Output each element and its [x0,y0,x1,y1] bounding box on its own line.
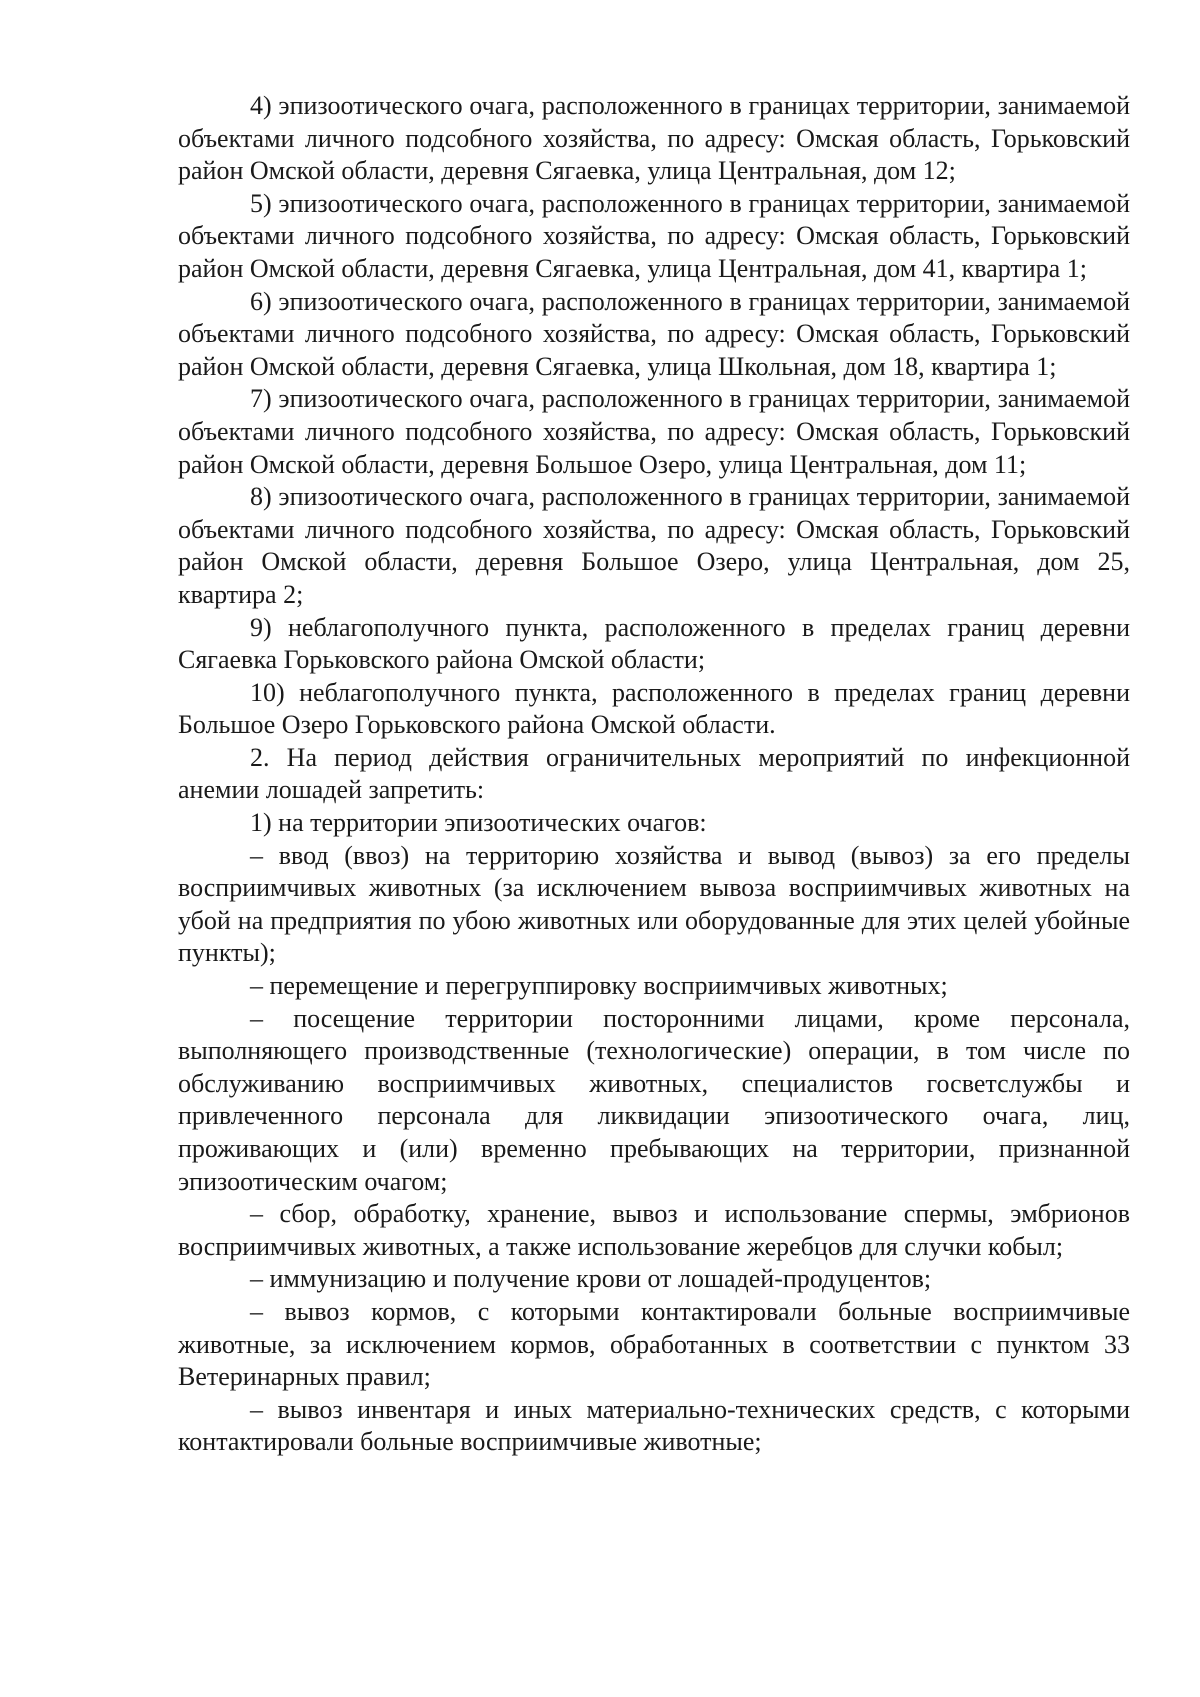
paragraph-dash-immunization: – иммунизацию и получение крови от лошадей-продуцентов; [250,1264,932,1294]
paragraph-item-7-focus-bolshoe-ozero-11: 7) эпизоотического очага, расположенного в границах территории, занимаемой объектами личного подсобного хозяйства, по адресу: Омская область, Горьковский район Омской области, деревня Большое Озеро, улица Центральная, дом 11; [178,384,1130,479]
paragraph-item-5-focus-sya-central-41: 5) эпизоотического очага, расположенного в границах территории, занимаемой объектами личного подсобного хозяйства, по адресу: Омская область, Горьковский район Омской области, деревня Сягаевка, улица Центральная, дом 41, квартира 1; [178,188,1130,283]
document-body [178,90,1130,1459]
paragraph-section-2-prohibitions: 2. На период действия ограничительных мероприятий по инфекционной анемии лошадей запретить: [178,742,1130,805]
paragraph-dash-inventory-export: – вывоз инвентаря и иных материально-технических средств, с которыми контактировали больные восприимчивые животные; [178,1394,1130,1457]
paragraph-dash-visits: – посещение территории посторонними лицами, кроме персонала, выполняющего производственные (технологические) операции, в том числе по обслуживанию восприимчивых животных, специалистов госветслужбы и привлеченного персонала для ликвидации эпизоотического очага, лиц, проживающих и (или) временно пребывающих на территории, признанной эпизоотическим очагом; [178,1003,1130,1196]
paragraph-item-8-focus-bolshoe-ozero-25: 8) эпизоотического очага, расположенного в границах территории, занимаемой объектами личного подсобного хозяйства, по адресу: Омская область, Горьковский район Омской области, деревня Большое Озеро, улица Центральная, дом 25, квартира 2; [178,482,1130,609]
paragraph-item-6-focus-sya-school-18: 6) эпизоотического очага, расположенного в границах территории, занимаемой объектами личного подсобного хозяйства, по адресу: Омская область, Горьковский район Омской области, деревня Сягаевка, улица Школьная, дом 18, квартира 1; [178,286,1130,381]
paragraph-dash-animal-movement: – ввод (ввоз) на территорию хозяйства и вывод (вывоз) за его пределы восприимчивых животных (за исключением вывоза восприимчивых животных на убой на предприятия по убою животных или оборудованные для этих целей убойные пункты); [178,840,1130,968]
paragraph-subitem-1-territory-of-foci: 1) на территории эпизоотических очагов: [250,808,707,838]
paragraph-item-10-unfavorable-point-bolshoe-ozero: 10) неблагополучного пункта, расположенного в пределах границ деревни Большое Озеро Горьковского района Омской области. [178,677,1130,740]
paragraph-dash-regrouping: – перемещение и перегруппировку восприимчивых животных; [250,971,948,1001]
paragraph-item-4-focus-sya-central-12: 4) эпизоотического очага, расположенного в границах территории, занимаемой объектами личного подсобного хозяйства, по адресу: Омская область, Горьковский район Омской области, деревня Сягаевка, улица Центральная, дом 12; [178,91,1130,186]
paragraph-item-9-unfavorable-point-syagaevka: 9) неблагополучного пункта, расположенного в пределах границ деревни Сягаевка Горьковского района Омской области; [178,612,1130,675]
paragraph-dash-sperm-embryos: – сбор, обработку, хранение, вывоз и использование спермы, эмбрионов восприимчивых животных, а также использование жеребцов для случки кобыл; [178,1199,1130,1261]
paragraph-dash-feed-export: – вывоз кормов, с которыми контактировали больные восприимчивые животные, за исключением кормов, обработанных в соответствии с пунктом 33 Ветеринарных правил; [178,1296,1130,1392]
